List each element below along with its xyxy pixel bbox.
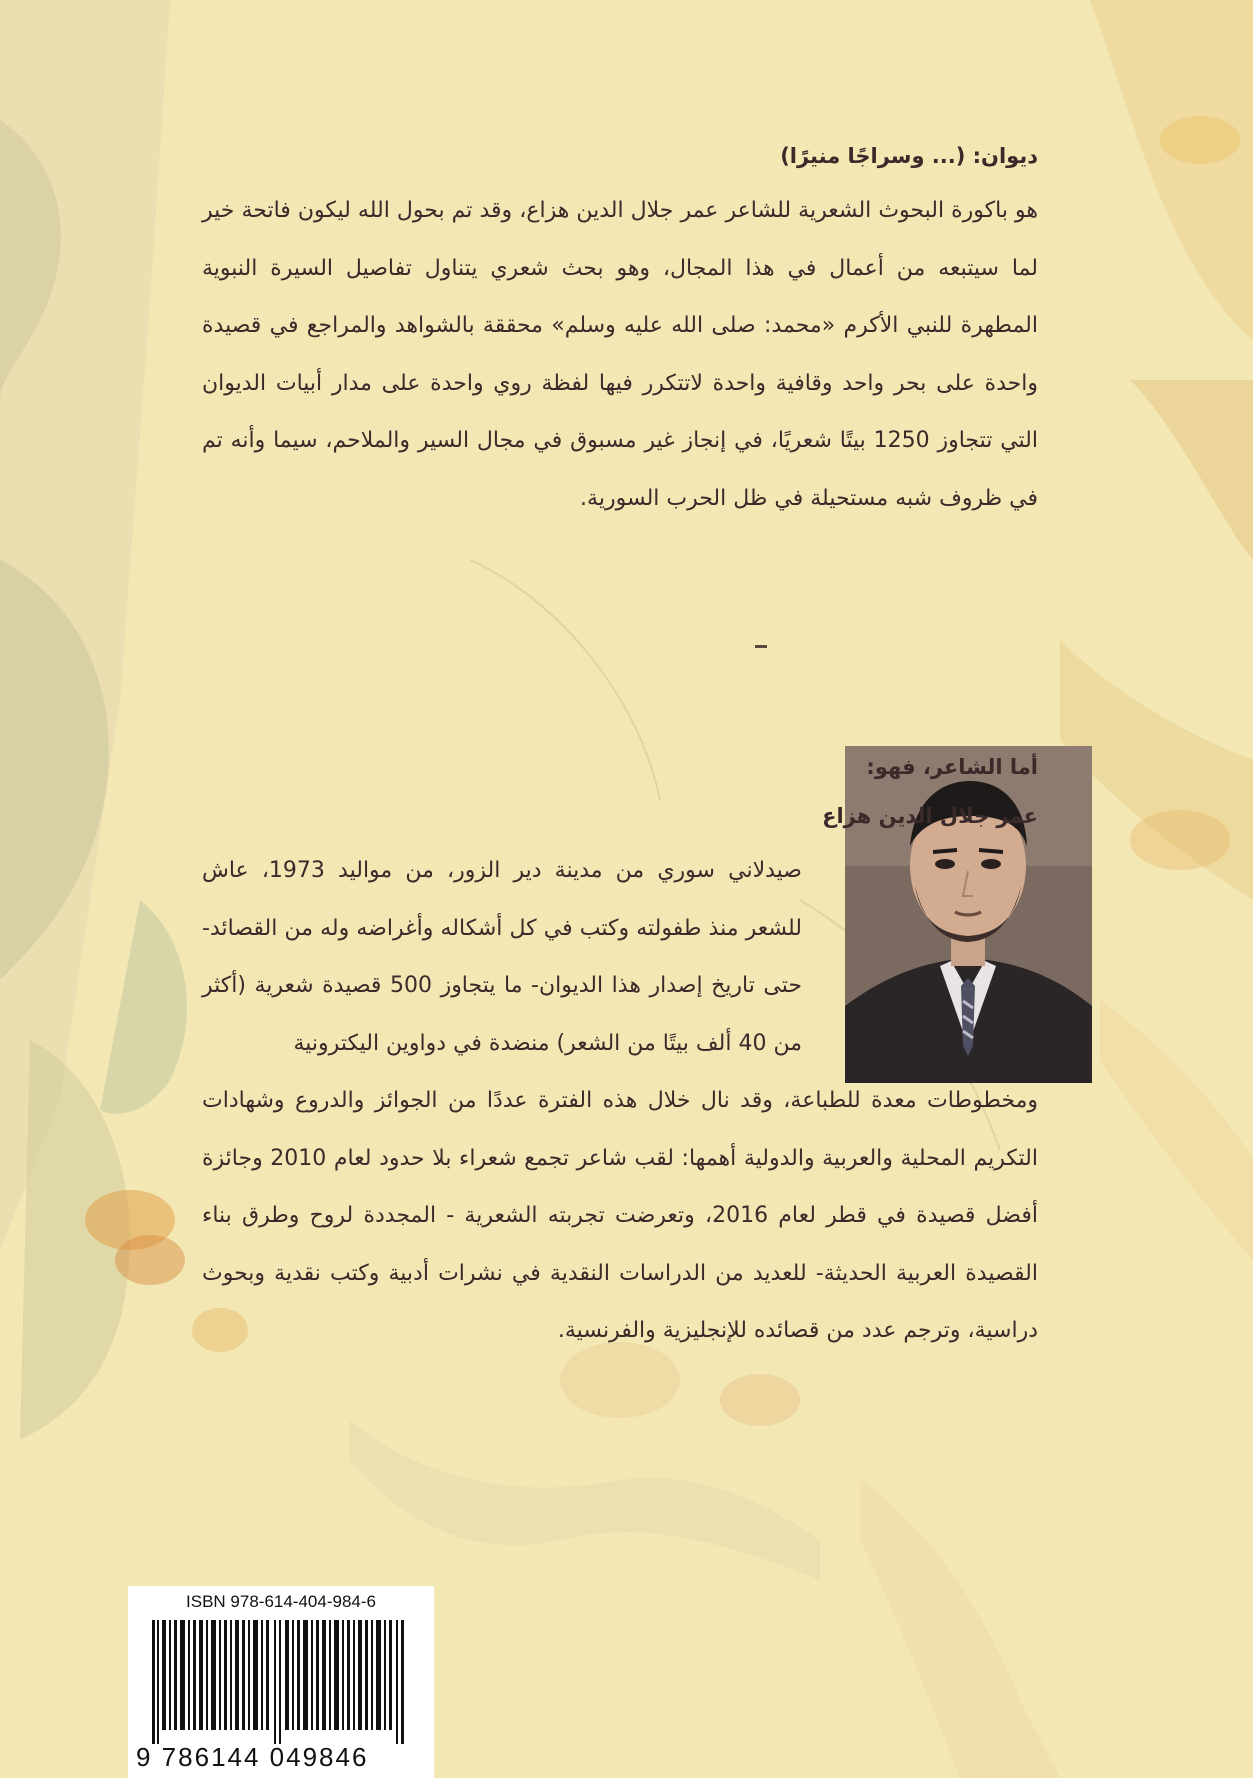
diwan-section [202, 130, 1038, 527]
isbn-barcode-label [128, 1586, 434, 1778]
poet-bio-part1: صيدلاني سوري من مدينة دير الزور، من مواليد 1973، عاش للشعر منذ طفولته وكتب في كل أشكاله وأغراضه وله من القصائد- حتى تاريخ إصدار هذا الديوان- ما يتجاوز 500 قصيدة شعرية (أكثر من 40 ألف بيتًا من الشعر) منضدة في دواوين اليكترونية [202, 858, 802, 1056]
diwan-heading: ديوان: (... وسراجًا منيرًا) [780, 144, 1038, 168]
barcode-digits: 9 786144 049846 [136, 1742, 369, 1772]
poet-name: عمر جلال الدين هزاع [822, 804, 1038, 828]
poet-bio-part2: ومخطوطات معدة للطباعة، وقد نال خلال هذه الفترة عددًا من الجوائز والدروع وشهادات التكريم المحلية والعربية والدولية أهمها: لقب شاعر تجمع شعراء بلا حدود لعام 2010 وجائزة أفضل قصيدة في قطر لعام 2016، وتعرضت تجربته الشعرية - المجددة لروح وطرق بناء القصيدة العربية الحديثة- للعديد من الدراسات النقدية في نشرات أدبية وكتب نقدية وبحوث دراسية، وترجم عدد من قصائده للإنجليزية والفرنسية. [202, 1088, 1039, 1343]
diwan-description: هو باكورة البحوث الشعرية للشاعر عمر جلال الدين هزاع، وقد تم بحول الله ليكون فاتحة خير لما سيتبعه من أعمال في هذا المجال، وهو بحث شعري يتناول تفاصيل السيرة النبوية المطهرة للنبي الأكرم «محمد: صلى الله عليه وسلم» محققة بالشواهد والمراجع في قصيدة واحدة على بحر واحد وقافية واحدة لاتتكرر فيها لفظة روي واحدة على مدار أبيات الديوان التي تتجاوز 1250 بيتًا شعريًا، في إنجاز غير مسبوق في مجال السير والملاحم، سيما وأنه تم في ظروف شبه مستحيلة في ظل الحرب السورية. [202, 198, 1038, 511]
isbn-number: ISBN 978-614-404-984-6 [186, 1592, 376, 1611]
section-divider [755, 645, 767, 648]
poet-heading: أما الشاعر، فهو: [866, 755, 1038, 779]
poet-section [202, 745, 1038, 1360]
barcode-icon [138, 1620, 426, 1744]
